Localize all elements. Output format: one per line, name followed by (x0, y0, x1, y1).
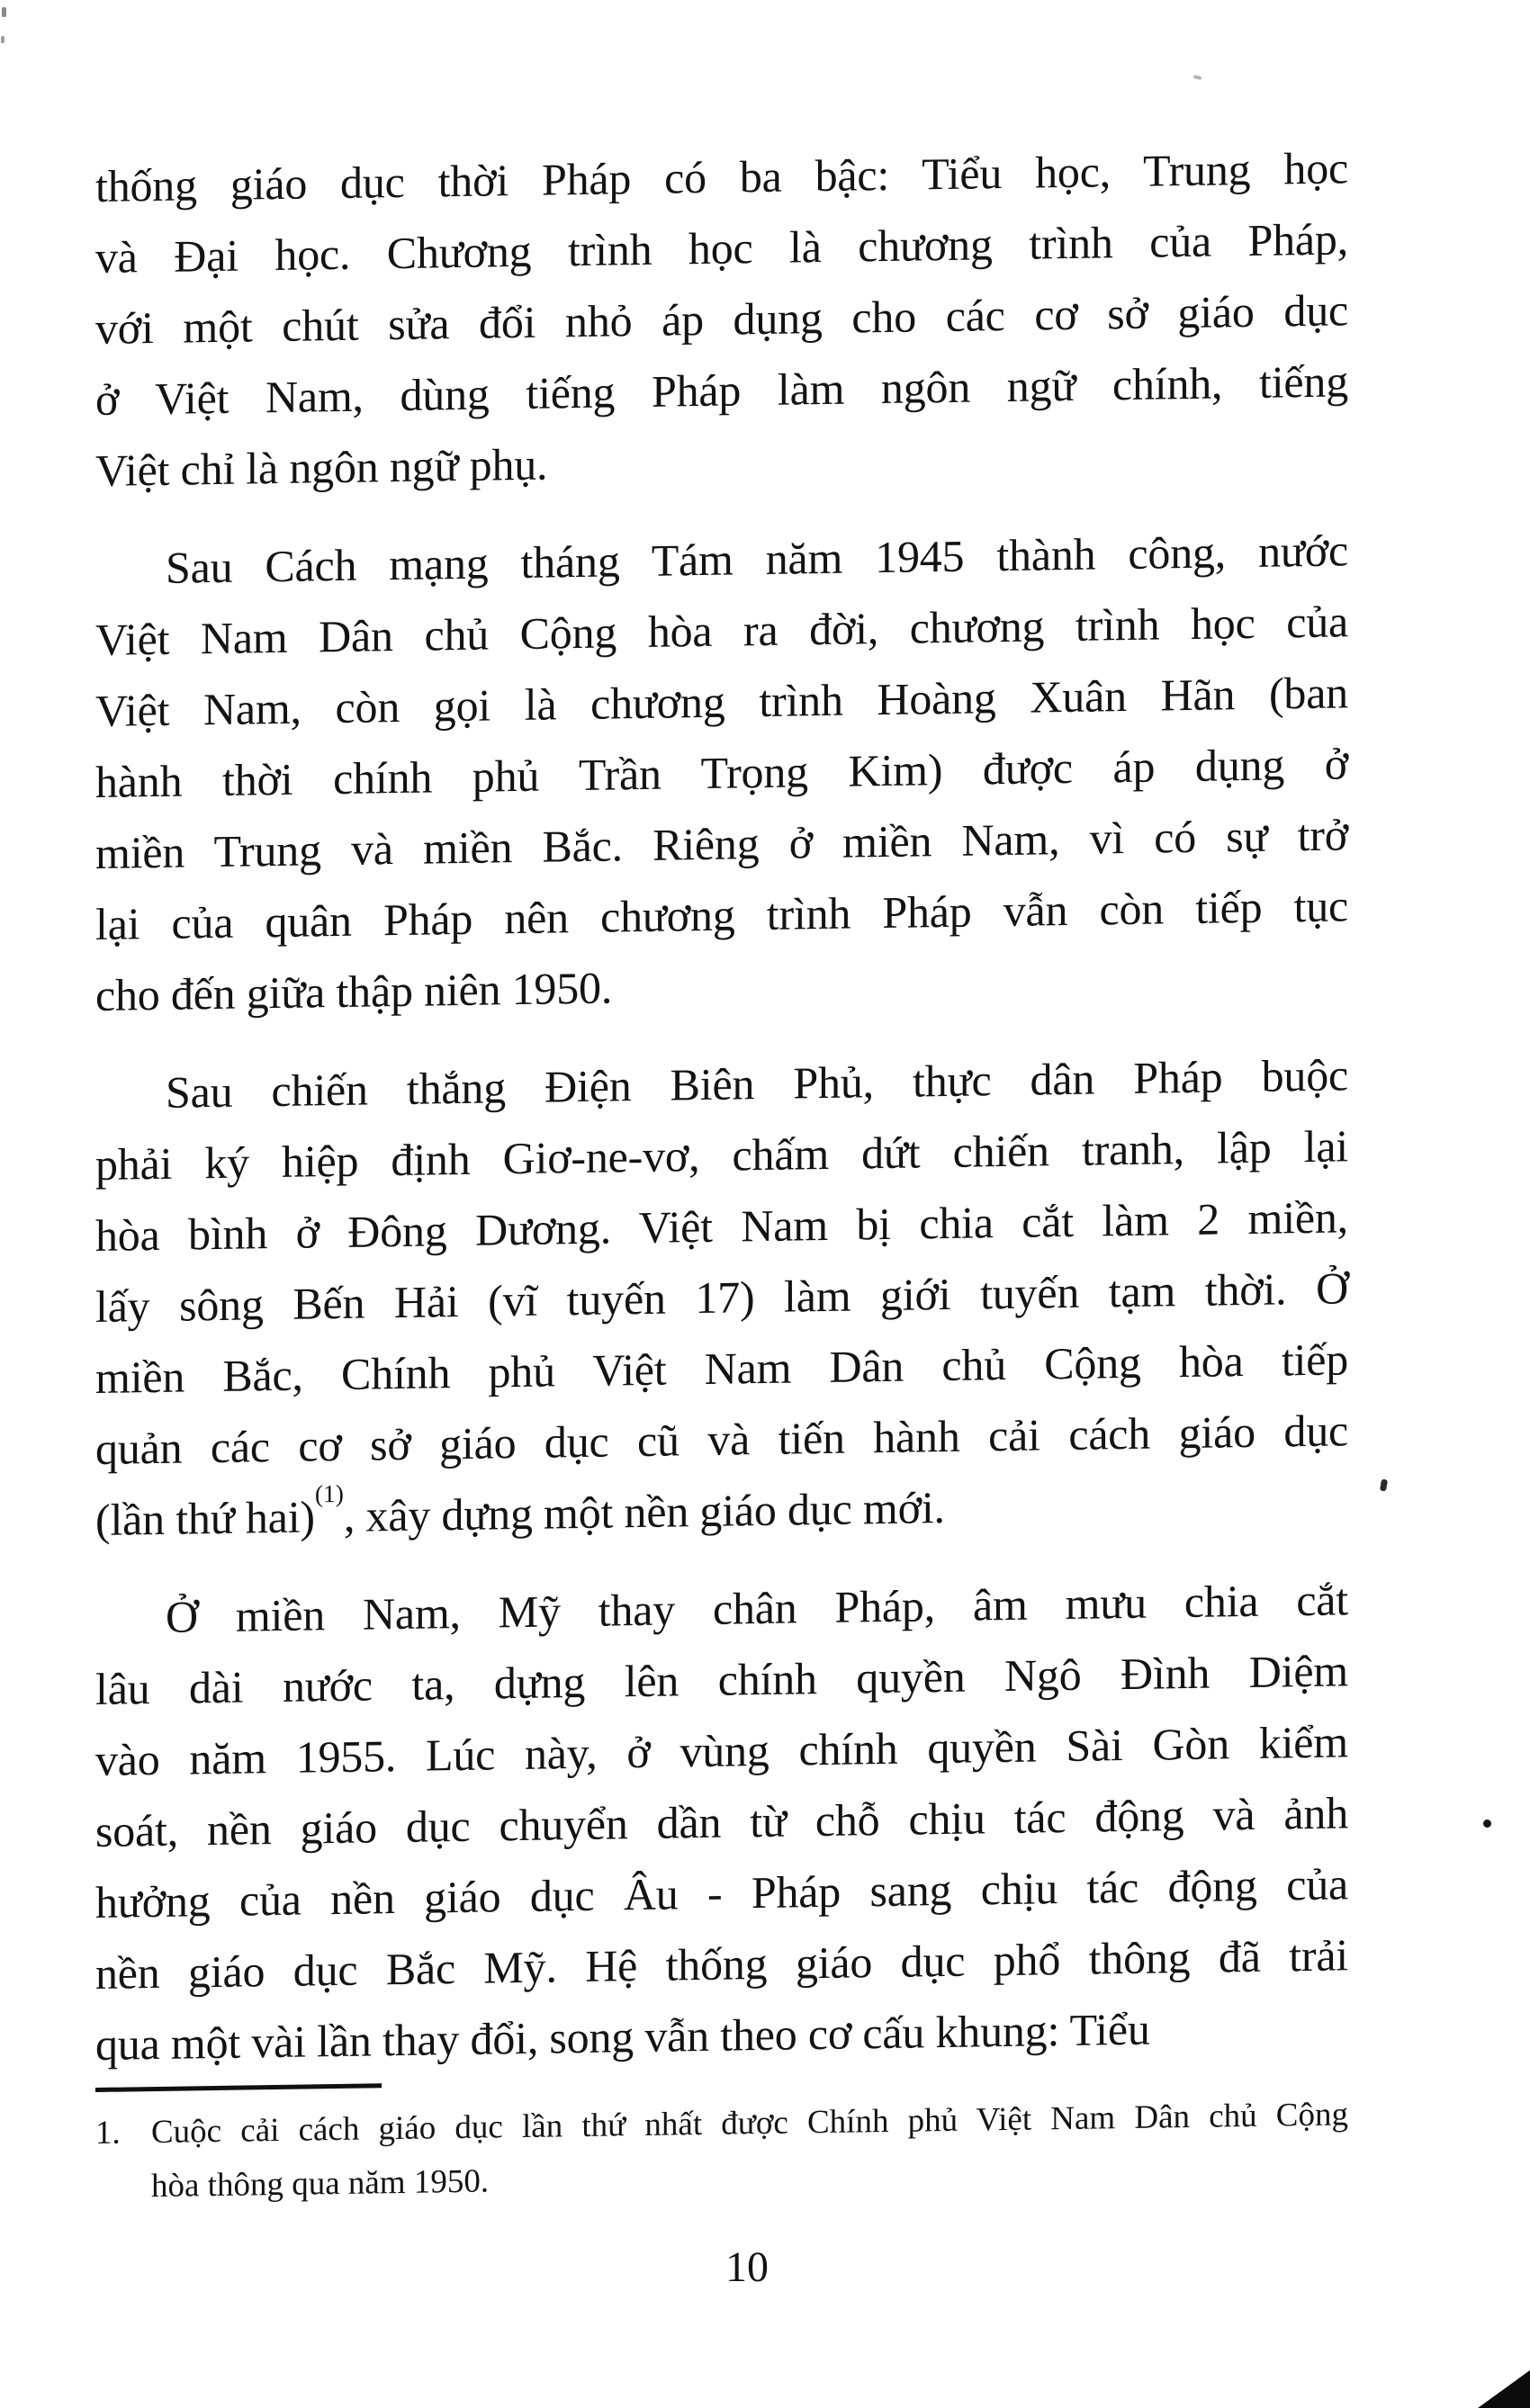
paragraph (95, 515, 1348, 1031)
paragraph (95, 1564, 1348, 2080)
scan-speck (1, 36, 4, 43)
paragraph (95, 132, 1348, 507)
footnote-reference: (1) (314, 1479, 344, 1508)
text-line: hưởng của nền giáo dục Âu - Pháp sang chịu tác động của (95, 1858, 1348, 1927)
footnote-line: Cuộc cải cách giáo dục lần thứ nhất được Chính phủ Việt Nam Dân chủ Cộng (151, 2096, 1348, 2152)
scan-speck (1380, 1478, 1388, 1491)
text-line: lâu dài nước ta, dựng lên chính quyền Ngô Đình Diệm (95, 1645, 1348, 1714)
text-line: Việt Nam Dân chủ Cộng hòa ra đời, chương trình học của (95, 596, 1348, 665)
scan-speck (1483, 1819, 1491, 1828)
footnote (95, 2088, 1348, 2215)
text-column (95, 132, 1348, 2215)
text-line: cho đến giữa thập niên 1950. (95, 962, 613, 1020)
text-line: Sau Cách mạng tháng Tám năm 1945 thành công, nước (166, 525, 1348, 593)
text-line: hành thời chính phủ Trần Trọng Kim) được áp dụng ở (95, 738, 1348, 807)
text-line: ở Việt Nam, dùng tiếng Pháp làm ngôn ngữ chính, tiếng (95, 355, 1348, 425)
paragraph (95, 1039, 1348, 1556)
page-number: 10 (725, 2243, 769, 2291)
text-line: miền Trung và miền Bắc. Riêng ở miền Nam, vì có sự trở (95, 809, 1348, 878)
text-body (95, 132, 1348, 2080)
footnote-number: 1. (95, 2114, 121, 2152)
text-line: miền Bắc, Chính phủ Việt Nam Dân chủ Cộng hòa tiếp (95, 1334, 1348, 1403)
text-line: nền giáo dục Bắc Mỹ. Hệ thống giáo dục phổ thông đã trải (95, 1929, 1348, 1999)
text-line: quản các cơ sở giáo dục cũ và tiến hành cải cách giáo dục (95, 1405, 1348, 1474)
scan-corner-artifact (1478, 2370, 1530, 2408)
footnote-line: hòa thông qua năm 1950. (151, 2162, 490, 2206)
text-line: soát, nền giáo dục chuyển dần từ chỗ chịu tác động và ảnh (95, 1787, 1348, 1856)
text-line: vào năm 1955. Lúc này, ở vùng chính quyền Sài Gòn kiểm (95, 1716, 1348, 1785)
text-line: hòa bình ở Đông Dương. Việt Nam bị chia cắt làm 2 miền, (95, 1191, 1348, 1261)
text-line: với một chút sửa đổi nhỏ áp dụng cho các cơ sở giáo dục (95, 284, 1348, 354)
text-line: thống giáo dục thời Pháp có ba bậc: Tiểu học, Trung học (95, 142, 1348, 211)
text-line: Ở miền Nam, Mỹ thay chân Pháp, âm mưu chia cắt (166, 1574, 1348, 1642)
text-line: và Đại học. Chương trình học là chương trình của Pháp, (95, 213, 1348, 283)
text-line: Sau chiến thắng Điện Biên Phủ, thực dân Pháp buộc (166, 1049, 1348, 1118)
text-line: Việt Nam, còn gọi là chương trình Hoàng Xuân Hãn (ban (95, 667, 1348, 736)
scan-speck (1193, 75, 1202, 80)
text-line: lấy sông Bến Hải (vĩ tuyến 17) làm giới tuyến tạm thời. Ở (95, 1262, 1348, 1332)
scan-speck (2, 7, 6, 17)
text-line: Việt chỉ là ngôn ngữ phụ. (95, 438, 548, 496)
text-line: (lần thứ hai)$^{(1)}$, xây dựng một nền giáo dục mới. (95, 1479, 945, 1545)
footnote-divider (95, 2083, 382, 2092)
text-line: lại của quân Pháp nên chương trình Pháp vẫn còn tiếp tục (95, 880, 1348, 949)
footnote-text (151, 2088, 1348, 2214)
text-line: phải ký hiệp định Giơ-ne-vơ, chấm dứt chiến tranh, lập lại (95, 1120, 1348, 1190)
text-line: qua một vài lần thay đổi, song vẫn theo cơ cấu khung: Tiểu (95, 2003, 1150, 2070)
